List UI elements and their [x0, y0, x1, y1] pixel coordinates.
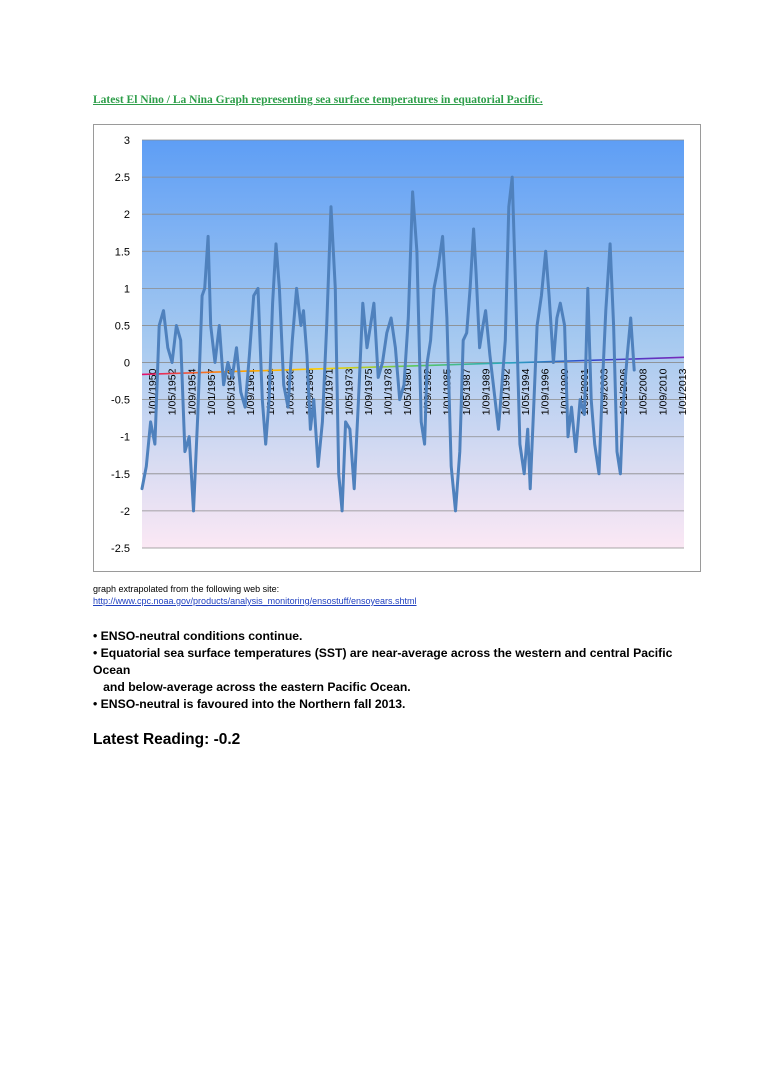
y-tick-label: 0 [123, 357, 130, 370]
y-tick-label: 2.5 [114, 172, 130, 185]
x-tick-label: 1/09/1989 [480, 368, 493, 416]
x-tick-label: 1/09/1954 [186, 368, 199, 416]
bullet-neutral: • ENSO-neutral conditions continue. [93, 629, 303, 643]
source-intro: graph extrapolated from the following web site: [93, 584, 280, 594]
x-tick-label: 1/05/1973 [343, 368, 356, 416]
y-tick-label: -2 [120, 505, 130, 518]
bullet-sst: • Equatorial sea surface temperatures (SST) are near-average across the western and central Pacific Ocean [93, 646, 673, 677]
x-tick-label: 1/01/1985 [441, 368, 454, 416]
y-tick-label: -0.5 [111, 394, 130, 407]
y-tick-label: 1 [123, 283, 130, 296]
x-tick-label: 1/05/1980 [402, 368, 415, 416]
y-tick-label: -1 [120, 431, 130, 444]
x-tick-label: 1/01/1992 [500, 368, 513, 416]
x-tick-label: 1/01/1999 [559, 368, 572, 416]
x-tick-label: 1/05/2001 [578, 368, 591, 416]
y-tick-label: 1.5 [114, 246, 130, 259]
enso-line-chart [94, 125, 700, 571]
x-tick-label: 1/09/2010 [657, 368, 670, 416]
bullet-eastern: and below-average across the eastern Pacific Ocean. [93, 680, 411, 694]
y-tick-label: -2.5 [111, 543, 130, 555]
x-tick-label: 1/05/1952 [166, 368, 179, 416]
y-tick-label: 3 [123, 135, 130, 147]
source-note [93, 583, 417, 607]
y-tick-label: 2 [123, 209, 130, 222]
x-tick-label: 1/01/1971 [323, 368, 336, 416]
y-tick-label: 0.5 [114, 320, 130, 333]
x-tick-label: 1/09/1961 [245, 368, 258, 416]
x-tick-label: 1/09/1982 [421, 368, 434, 416]
x-tick-label: 1/01/2013 [677, 368, 689, 416]
x-tick-label: 1/05/1987 [461, 368, 474, 416]
source-link[interactable]: http://www.cpc.noaa.gov/products/analysis_monitoring/ensostuff/ensoyears.shtml [93, 596, 417, 606]
x-tick-label: 1/05/1959 [225, 368, 238, 416]
bullet-outlook: • ENSO-neutral is favoured into the Northern fall 2013. [93, 697, 406, 711]
enso-bullets [93, 628, 693, 713]
x-tick-label: 1/01/1964 [264, 368, 277, 416]
x-tick-label: 1/01/1950 [147, 368, 159, 416]
x-tick-label: 1/05/1966 [284, 368, 297, 416]
x-tick-label: 1/01/1957 [205, 368, 218, 416]
x-tick-label: 1/09/1975 [362, 368, 375, 416]
x-tick-label: 1/09/1968 [304, 368, 317, 416]
latest-reading: Latest Reading: -0.2 [93, 731, 241, 748]
x-tick-label: 1/05/2008 [637, 368, 650, 416]
x-tick-label: 1/01/2006 [618, 368, 631, 416]
x-tick-label: 1/09/2003 [598, 368, 611, 416]
x-tick-label: 1/05/1994 [519, 368, 532, 416]
x-tick-label: 1/01/1978 [382, 368, 395, 416]
page-title: Latest El Nino / La Nina Graph representing sea surface temperatures in equatorial Pacific. [93, 94, 543, 106]
x-tick-label: 1/09/1996 [539, 368, 552, 416]
y-tick-label: -1.5 [111, 468, 130, 481]
chart-frame [93, 124, 701, 572]
